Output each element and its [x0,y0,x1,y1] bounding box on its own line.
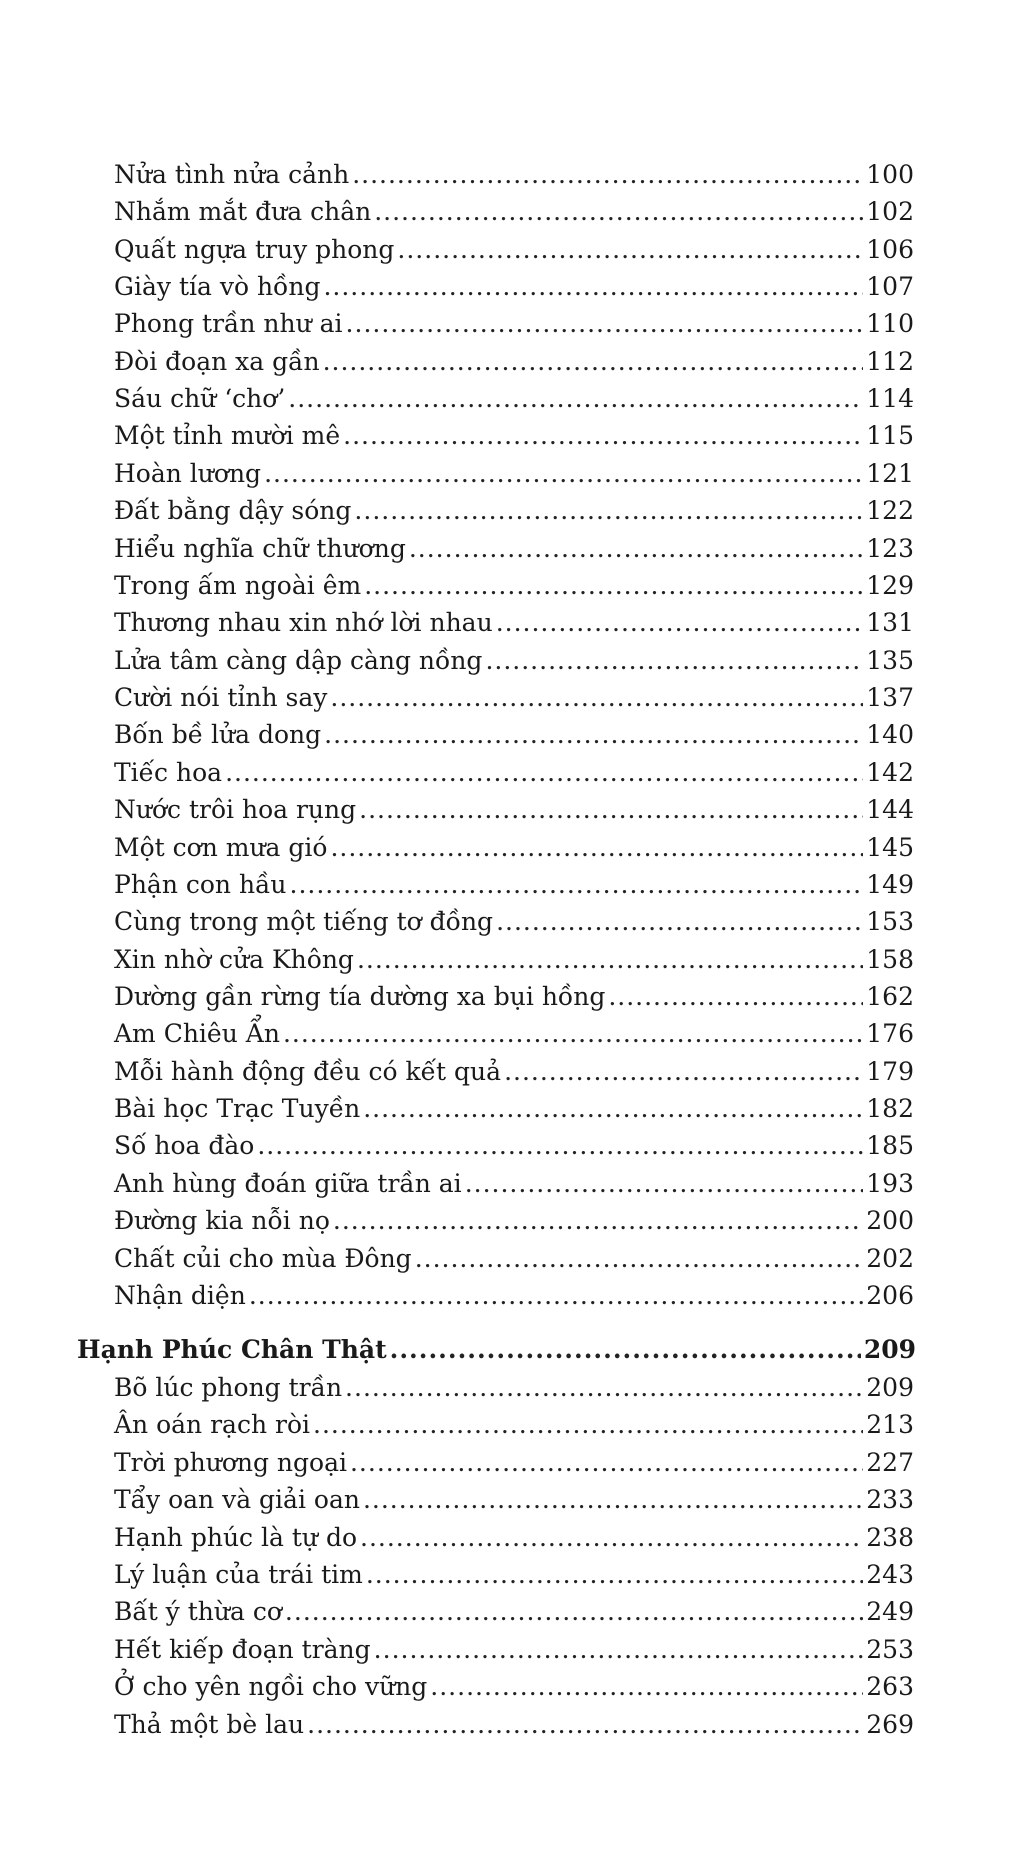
toc-entry-page: 149 [866,870,914,899]
toc-entry-page: 200 [866,1206,914,1235]
dot-leader [249,1278,863,1314]
toc-entry-title: Mỗi hành động đều có kết quả [114,1057,502,1086]
dot-leader [313,1407,863,1443]
toc-entry[interactable] [114,1166,914,1202]
toc-entry[interactable] [114,867,914,903]
toc-entry[interactable] [114,456,914,492]
toc-entry[interactable] [114,1445,914,1481]
toc-entry-page: 182 [866,1094,914,1123]
toc-entry-title: Bài học Trạc Tuyền [114,1094,361,1123]
toc-entry-page: 115 [866,421,914,450]
toc-entry-page: 202 [866,1244,914,1273]
dot-leader [354,493,863,529]
toc-entry[interactable] [114,418,914,454]
toc-entry-title: Cười nói tỉnh say [114,683,328,712]
toc-entry-page: 144 [866,795,914,824]
toc-entry[interactable] [114,1594,914,1630]
toc-entry-page: 249 [866,1597,914,1626]
toc-entry[interactable] [114,643,914,679]
toc-entry-page: 114 [866,384,914,413]
toc-entry-title: Anh hùng đoán giữa trần ai [114,1169,462,1198]
toc-entry-title: Phong trần như ai [114,309,343,338]
toc-entry-title: Số hoa đào [114,1131,255,1160]
toc-entry-page: 238 [866,1523,914,1552]
toc-entry-page: 193 [866,1169,914,1198]
toc-entry-title: Thương nhau xin nhớ lời nhau [114,608,493,637]
dot-leader [323,269,863,305]
toc-entry[interactable] [114,1407,914,1443]
toc-entry-page: 122 [866,496,914,525]
dot-leader [364,568,863,604]
toc-entry-title: Nước trôi hoa rụng [114,795,357,824]
dot-leader [360,1520,863,1556]
toc-entry[interactable] [114,904,914,940]
toc-section-title: Hạnh Phúc Chân Thật [77,1335,387,1364]
toc-entry[interactable] [114,1128,914,1164]
toc-entry-page: 153 [866,907,914,936]
toc-entry[interactable] [114,1091,914,1127]
toc-entry-page: 185 [866,1131,914,1160]
dot-leader [323,344,864,380]
toc-entry-title: Nhận diện [114,1281,246,1310]
toc-entry[interactable] [114,979,914,1015]
toc-entry-title: Hoàn lương [114,459,262,488]
toc-entry[interactable] [114,605,914,641]
toc-entry[interactable] [114,157,914,193]
toc-entry[interactable] [114,1054,914,1090]
toc-entry[interactable] [114,1482,914,1518]
dot-leader [465,1166,864,1202]
toc-entry-title: Phận con hầu [114,870,287,899]
toc-entry-title: Sáu chữ ‘chơ’ [114,384,286,413]
dot-leader [390,1332,861,1368]
toc-entry-title: Nửa tình nửa cảnh [114,160,350,189]
toc-entry-title: Ân oán rạch ròi [114,1410,311,1439]
dot-leader [330,680,863,716]
toc-entry-page: 112 [866,347,914,376]
toc-entry-title: Bốn bề lửa dong [114,720,322,749]
dot-leader [264,456,863,492]
dot-leader [345,1370,863,1406]
toc-entry-page: 227 [866,1448,914,1477]
toc-entry-title: Tẩy oan và giải oan [114,1485,360,1514]
toc-entry-page: 142 [866,758,914,787]
toc-section-page: 209 [863,1335,916,1364]
toc-entry-title: Một tỉnh mười mê [114,421,341,450]
toc-entry[interactable] [114,232,914,268]
toc-entry[interactable] [114,381,914,417]
toc-entry-page: 140 [866,720,914,749]
toc-entry-page: 176 [866,1019,914,1048]
toc-entry-page: 263 [866,1672,914,1701]
toc-entry[interactable] [114,568,914,604]
toc-entry[interactable] [114,194,914,230]
toc-entry-title: Ở cho yên ngồi cho vững [114,1672,428,1701]
dot-leader [333,1203,863,1239]
toc-entry-title: Am Chiêu Ẩn [114,1019,280,1048]
dot-leader [288,381,863,417]
toc-entry[interactable] [114,755,914,791]
dot-leader [415,1241,864,1277]
dot-leader [374,194,863,230]
toc-entry[interactable] [114,830,914,866]
toc-entry-page: 243 [866,1560,914,1589]
toc-entry-page: 206 [866,1281,914,1310]
dot-leader [307,1707,863,1743]
dot-leader [346,306,864,342]
toc-entry-page: 110 [866,309,914,338]
dot-leader [350,1445,863,1481]
toc-entry[interactable] [114,1016,914,1052]
toc-entry-page: 121 [866,459,914,488]
toc-entry[interactable] [114,1370,914,1406]
toc-entry-title: Tiếc hoa [114,758,223,787]
toc-entry[interactable] [114,792,914,828]
dot-leader [225,755,863,791]
dot-leader [283,1016,863,1052]
toc-entry-title: Trời phương ngoại [114,1448,347,1477]
toc-entry-title: Bõ lúc phong trần [114,1373,343,1402]
toc-entry-title: Đường kia nỗi nọ [114,1206,330,1235]
toc-entry[interactable] [114,531,914,567]
toc-entry[interactable] [114,269,914,305]
dot-leader [409,531,863,567]
toc-entry-page: 269 [866,1710,914,1739]
toc-entry-page: 158 [866,945,914,974]
toc-entry[interactable] [114,1203,914,1239]
toc-entry-page: 213 [866,1410,914,1439]
dot-leader [430,1669,863,1705]
toc-entry[interactable] [114,1241,914,1277]
dot-leader [366,1557,863,1593]
toc-entry-title: Quất ngựa truy phong [114,235,395,264]
toc-entry[interactable] [114,306,914,342]
dot-leader [504,1054,863,1090]
toc-entry-page: 131 [866,608,914,637]
dot-leader [352,157,863,193]
dot-leader [359,792,863,828]
toc-entry[interactable] [114,493,914,529]
toc-entry-page: 100 [866,160,914,189]
toc-entry-title: Đất bằng dậy sóng [114,496,352,525]
toc-entry-title: Hết kiếp đoạn tràng [114,1635,371,1664]
toc-entry-page: 106 [866,235,914,264]
toc-entry-title: Xin nhờ cửa Không [114,945,354,974]
toc-entry[interactable] [114,680,914,716]
toc-entry-title: Hiểu nghĩa chữ thương [114,534,406,563]
toc-entry-title: Dường gần rừng tía dường xa bụi hồng [114,982,606,1011]
dot-leader [485,643,863,679]
toc-entry-page: 102 [866,197,914,226]
toc-entry-page: 129 [866,571,914,600]
dot-leader [257,1128,863,1164]
dot-leader [343,418,863,454]
toc-entry[interactable] [114,1557,914,1593]
dot-leader [496,904,863,940]
toc-entry-page: 209 [866,1373,914,1402]
toc-entry-page: 233 [866,1485,914,1514]
toc-entry-title: Đòi đoạn xa gần [114,347,320,376]
toc-entry-title: Trong ấm ngoài êm [114,571,362,600]
toc-entry-title: Hạnh phúc là tự do [114,1523,358,1552]
toc-entry-title: Lý luận của trái tim [114,1560,363,1589]
toc-entry-page: 253 [866,1635,914,1664]
dot-leader [374,1632,864,1668]
toc-entry-title: Một cơn mưa gió [114,833,328,862]
toc-entry[interactable] [114,344,914,380]
dot-leader [330,830,863,866]
toc-entry-title: Chất củi cho mùa Đông [114,1244,412,1273]
toc-entry-page: 162 [866,982,914,1011]
toc-section-heading[interactable] [77,1332,916,1368]
toc-entry[interactable] [114,1520,914,1556]
toc-entry-page: 135 [866,646,914,675]
toc-entry-title: Cùng trong một tiếng tơ đồng [114,907,494,936]
dot-leader [397,232,863,268]
toc-entry[interactable] [114,942,914,978]
toc-entry-page: 145 [866,833,914,862]
toc-entry-title: Thả một bè lau [114,1710,305,1739]
toc-entry-title: Giày tía vò hồng [114,272,321,301]
toc-entry-title: Nhắm mắt đưa chân [114,197,372,226]
toc-entry[interactable] [114,717,914,753]
toc-entry-page: 179 [866,1057,914,1086]
dot-leader [496,605,864,641]
dot-leader [608,979,863,1015]
dot-leader [363,1091,863,1127]
toc-entry[interactable] [114,1669,914,1705]
toc-entry[interactable] [114,1632,914,1668]
toc-entry-title: Lửa tâm càng dập càng nồng [114,646,483,675]
toc-entry-page: 123 [866,534,914,563]
toc-entry[interactable] [114,1707,914,1743]
dot-leader [324,717,863,753]
toc-entry-page: 137 [866,683,914,712]
dot-leader [357,942,863,978]
toc-entry[interactable] [114,1278,914,1314]
dot-leader [285,1594,863,1630]
dot-leader [363,1482,863,1518]
dot-leader [290,867,864,903]
toc-entry-page: 107 [866,272,914,301]
toc-entry-title: Bất ý thừa cơ [114,1597,282,1626]
